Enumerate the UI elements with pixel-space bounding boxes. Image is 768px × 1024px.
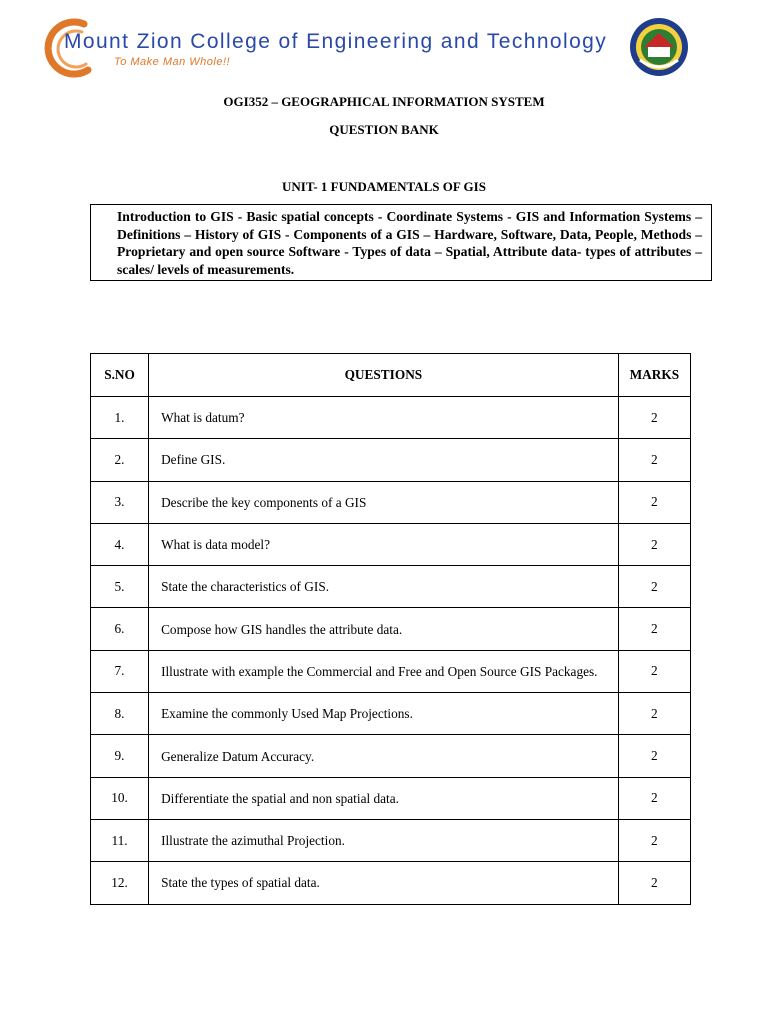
row-sno: 11. xyxy=(91,819,149,861)
row-question: Examine the commonly Used Map Projections. xyxy=(149,693,619,735)
row-sno: 12. xyxy=(91,862,149,904)
row-marks: 2 xyxy=(618,523,690,565)
table-row xyxy=(91,523,691,565)
row-sno: 7. xyxy=(91,650,149,692)
header-marks: MARKS xyxy=(618,354,690,397)
table-row xyxy=(91,862,691,904)
row-sno: 1. xyxy=(91,397,149,439)
row-marks: 2 xyxy=(618,862,690,904)
row-question: Illustrate the azimuthal Projection. xyxy=(149,819,619,861)
table-row xyxy=(91,693,691,735)
course-title: OGI352 – GEOGRAPHICAL INFORMATION SYSTEM xyxy=(223,94,545,109)
table-row xyxy=(91,777,691,819)
row-marks: 2 xyxy=(618,735,690,777)
college-name: Mount Zion College of Engineering and Technology xyxy=(64,30,608,53)
document-title: QUESTION BANK xyxy=(329,122,439,137)
row-marks: 2 xyxy=(618,777,690,819)
row-sno: 6. xyxy=(91,608,149,650)
table-row xyxy=(91,650,691,692)
row-question: Compose how GIS handles the attribute data. xyxy=(149,608,619,650)
unit-title: UNIT- 1 FUNDAMENTALS OF GIS xyxy=(282,179,486,194)
table-row xyxy=(91,566,691,608)
row-sno: 9. xyxy=(91,735,149,777)
row-sno: 10. xyxy=(91,777,149,819)
row-question: What is datum? xyxy=(149,397,619,439)
table-row xyxy=(91,439,691,481)
table-row xyxy=(91,608,691,650)
row-sno: 3. xyxy=(91,481,149,523)
table-row xyxy=(91,481,691,523)
table-row xyxy=(91,819,691,861)
unit-syllabus: Introduction to GIS - Basic spatial concepts - Coordinate Systems - GIS and Information Systems – Definitions – History of GIS - Components of a GIS – Hardware, Software, Data, People, Methods – Proprietary and open source Software - Types of data – Spatial, Attribute data- types of attributes – scales/ levels of measurements. xyxy=(90,204,712,281)
row-marks: 2 xyxy=(618,693,690,735)
table-header-row xyxy=(91,354,691,397)
row-marks: 2 xyxy=(618,566,690,608)
question-table xyxy=(90,353,691,905)
row-question: Describe the key components of a GIS xyxy=(149,481,619,523)
college-emblem-icon xyxy=(628,16,690,78)
row-marks: 2 xyxy=(618,650,690,692)
row-marks: 2 xyxy=(618,397,690,439)
table-row xyxy=(91,735,691,777)
row-question: Generalize Datum Accuracy. xyxy=(149,735,619,777)
row-sno: 8. xyxy=(91,693,149,735)
table-row xyxy=(91,397,691,439)
row-question: State the characteristics of GIS. xyxy=(149,566,619,608)
row-question: State the types of spatial data. xyxy=(149,862,619,904)
row-question: What is data model? xyxy=(149,523,619,565)
row-marks: 2 xyxy=(618,439,690,481)
row-sno: 2. xyxy=(91,439,149,481)
page-header xyxy=(0,0,768,82)
row-sno: 4. xyxy=(91,523,149,565)
row-question: Illustrate with example the Commercial and Free and Open Source GIS Packages. xyxy=(149,650,619,692)
header-sno: S.NO xyxy=(91,354,149,397)
college-tagline: To Make Man Whole!! xyxy=(114,56,231,68)
row-sno: 5. xyxy=(91,566,149,608)
row-marks: 2 xyxy=(618,481,690,523)
header-questions: QUESTIONS xyxy=(149,354,619,397)
row-question: Differentiate the spatial and non spatial data. xyxy=(149,777,619,819)
row-marks: 2 xyxy=(618,819,690,861)
row-marks: 2 xyxy=(618,608,690,650)
row-question: Define GIS. xyxy=(149,439,619,481)
